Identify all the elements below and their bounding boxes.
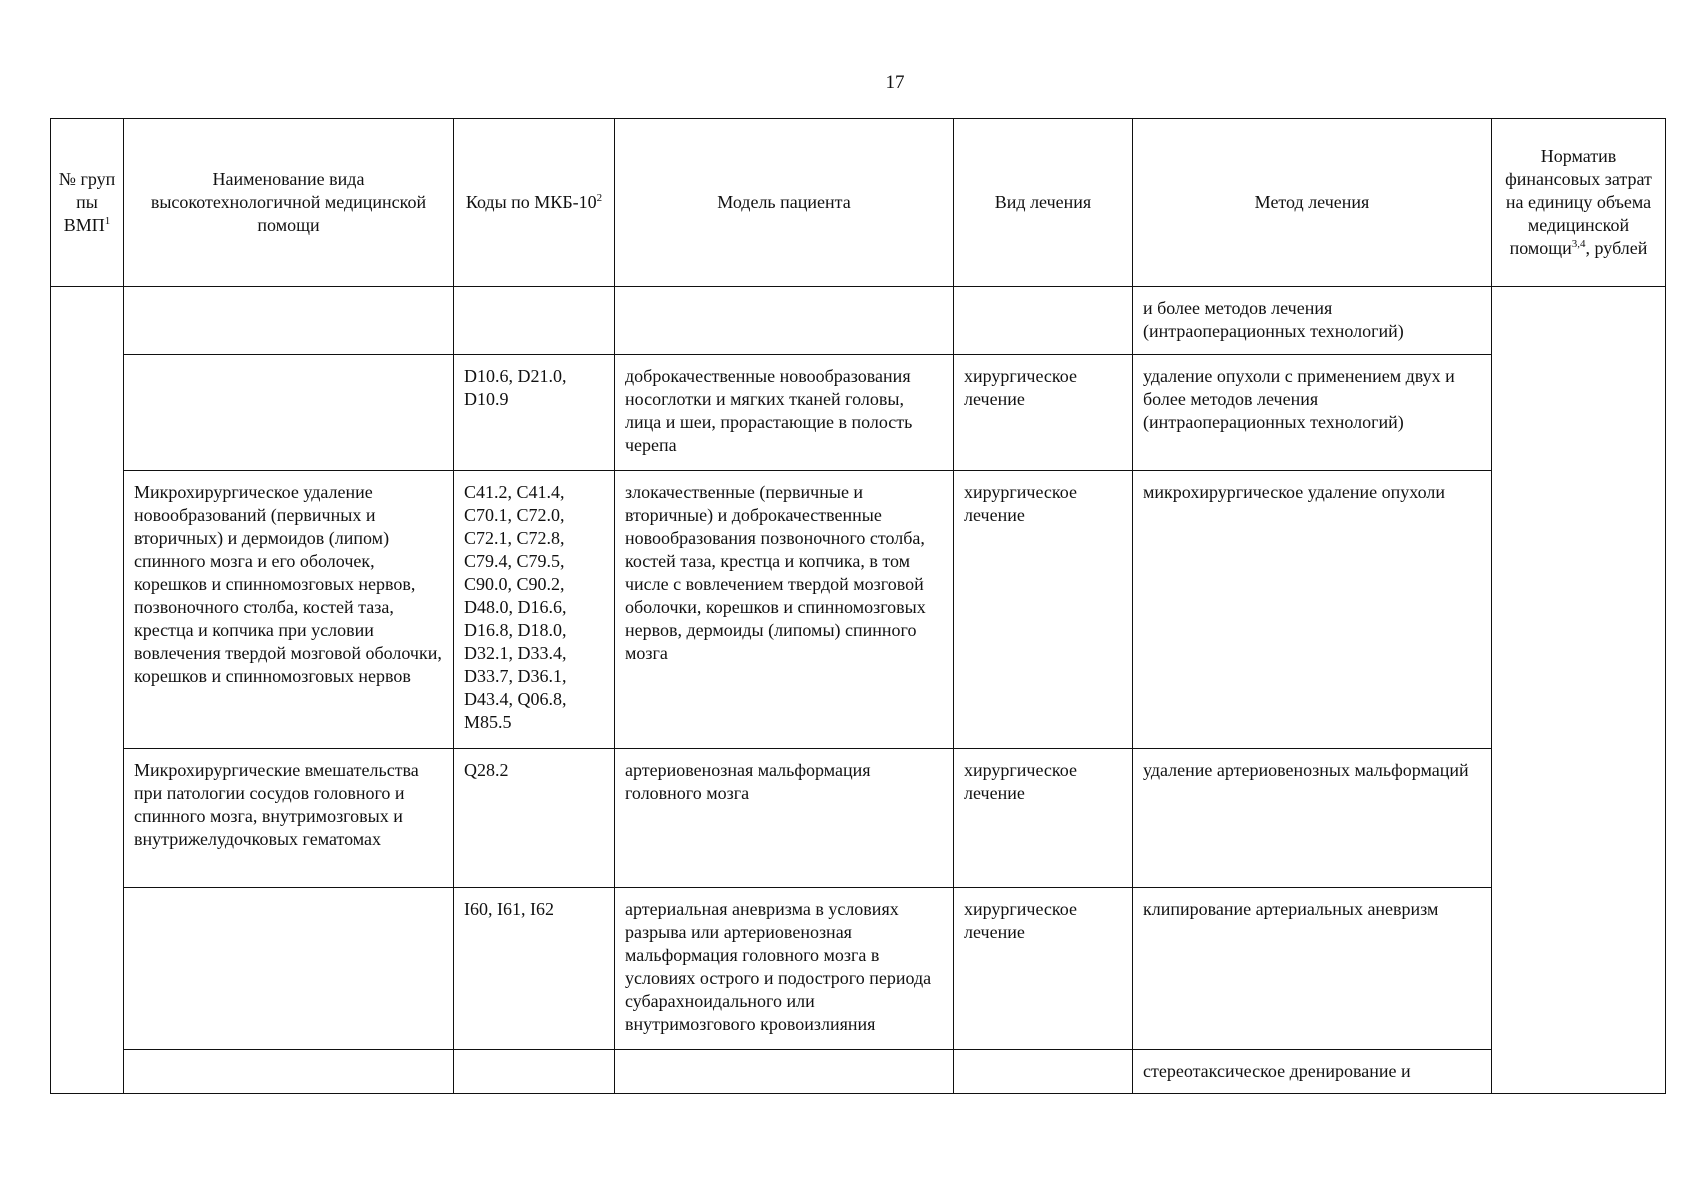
codes-cell: D10.6, D21.0, D10.9 — [454, 355, 615, 471]
model-cell — [615, 287, 954, 355]
name-cell: Микрохирургические вмешательства при патологии сосудов головного и спинного мозга, внутримозговых и внутрижелудочковых гематомах — [124, 749, 454, 888]
codes-cell — [454, 1050, 615, 1094]
codes-cell: C41.2, C41.4, C70.1, C72.0, C72.1, C72.8, C79.4, C79.5, C90.0, C90.2, D48.0, D16.6, D16.8, D18.0, D32.1, D33.4, D33.7, D36.1, D43.4, Q06.8, M85.5 — [454, 471, 615, 749]
treatment-cell: хирургическое лечение — [954, 355, 1133, 471]
table-row — [51, 355, 1666, 471]
model-cell: артериальная аневризма в условиях разрыва или артериовенозная мальформация головного мозга в условиях острого и подострого периода субарахноидального или внутримозгового кровоизлияния — [615, 888, 954, 1050]
codes-cell: Q28.2 — [454, 749, 615, 888]
table-row — [51, 471, 1666, 749]
model-cell: доброкачественные новообразования носоглотки и мягких тканей головы, лица и шеи, прорастающие в полость черепа — [615, 355, 954, 471]
name-cell — [124, 287, 454, 355]
table-row — [51, 749, 1666, 888]
method-cell: удаление артериовенозных мальформаций — [1133, 749, 1492, 888]
table-row — [51, 1050, 1666, 1094]
model-cell — [615, 1050, 954, 1094]
header-norm: Норматив финансовых затрат на единицу объема медицинской помощи$^{3,4}$, рублей — [1492, 119, 1666, 287]
header-treatment-type: Вид лечения — [954, 119, 1133, 287]
treatment-cell: хирургическое лечение — [954, 749, 1133, 888]
group-no-cell — [51, 287, 124, 1094]
treatment-cell: хирургическое лечение — [954, 471, 1133, 749]
method-cell: удаление опухоли с применением двух и более методов лечения (интраоперационных технологий) — [1133, 355, 1492, 471]
treatment-cell — [954, 287, 1133, 355]
treatment-cell: хирургическое лечение — [954, 888, 1133, 1050]
vmp-table — [50, 118, 1666, 1094]
name-cell — [124, 355, 454, 471]
norm-cell — [1492, 287, 1666, 1094]
name-cell — [124, 1050, 454, 1094]
codes-cell — [454, 287, 615, 355]
method-cell: и более методов лечения (интраоперационных технологий) — [1133, 287, 1492, 355]
model-cell: артериовенозная мальформация головного мозга — [615, 749, 954, 888]
method-cell: стереотаксическое дренирование и — [1133, 1050, 1492, 1094]
header-model: Модель пациента — [615, 119, 954, 287]
method-cell: клипирование артериальных аневризм — [1133, 888, 1492, 1050]
header-codes: Коды по МКБ-$10^2$ — [454, 119, 615, 287]
table-row — [51, 888, 1666, 1050]
name-cell — [124, 888, 454, 1050]
header-row — [51, 119, 1666, 287]
name-cell: Микрохирургическое удаление новообразований (первичных и вторичных) и дермоидов (липом) спинного мозга и его оболочек, корешков и спинномозговых нервов, позвоночного столба, костей таза, крестца и копчика при условии вовлечения твердой мозговой оболочки, корешков и спинномозговых нервов — [124, 471, 454, 749]
model-cell: злокачественные (первичные и вторичные) и доброкачественные новообразования позвоночного столба, костей таза, крестца и копчика, в том числе с вовлечением твердой мозговой оболочки, корешков и спинномозговых нервов, дермоиды (липомы) спинного мозга — [615, 471, 954, 749]
header-name: Наименование вида высокотехнологичной медицинской помощи — [124, 119, 454, 287]
table-row — [51, 287, 1666, 355]
header-group-no: № груп пы ВМП$^1$ — [51, 119, 124, 287]
codes-cell: I60, I61, I62 — [454, 888, 615, 1050]
header-method: Метод лечения — [1133, 119, 1492, 287]
treatment-cell — [954, 1050, 1133, 1094]
method-cell: микрохирургическое удаление опухоли — [1133, 471, 1492, 749]
page-number: 17 — [885, 72, 905, 93]
